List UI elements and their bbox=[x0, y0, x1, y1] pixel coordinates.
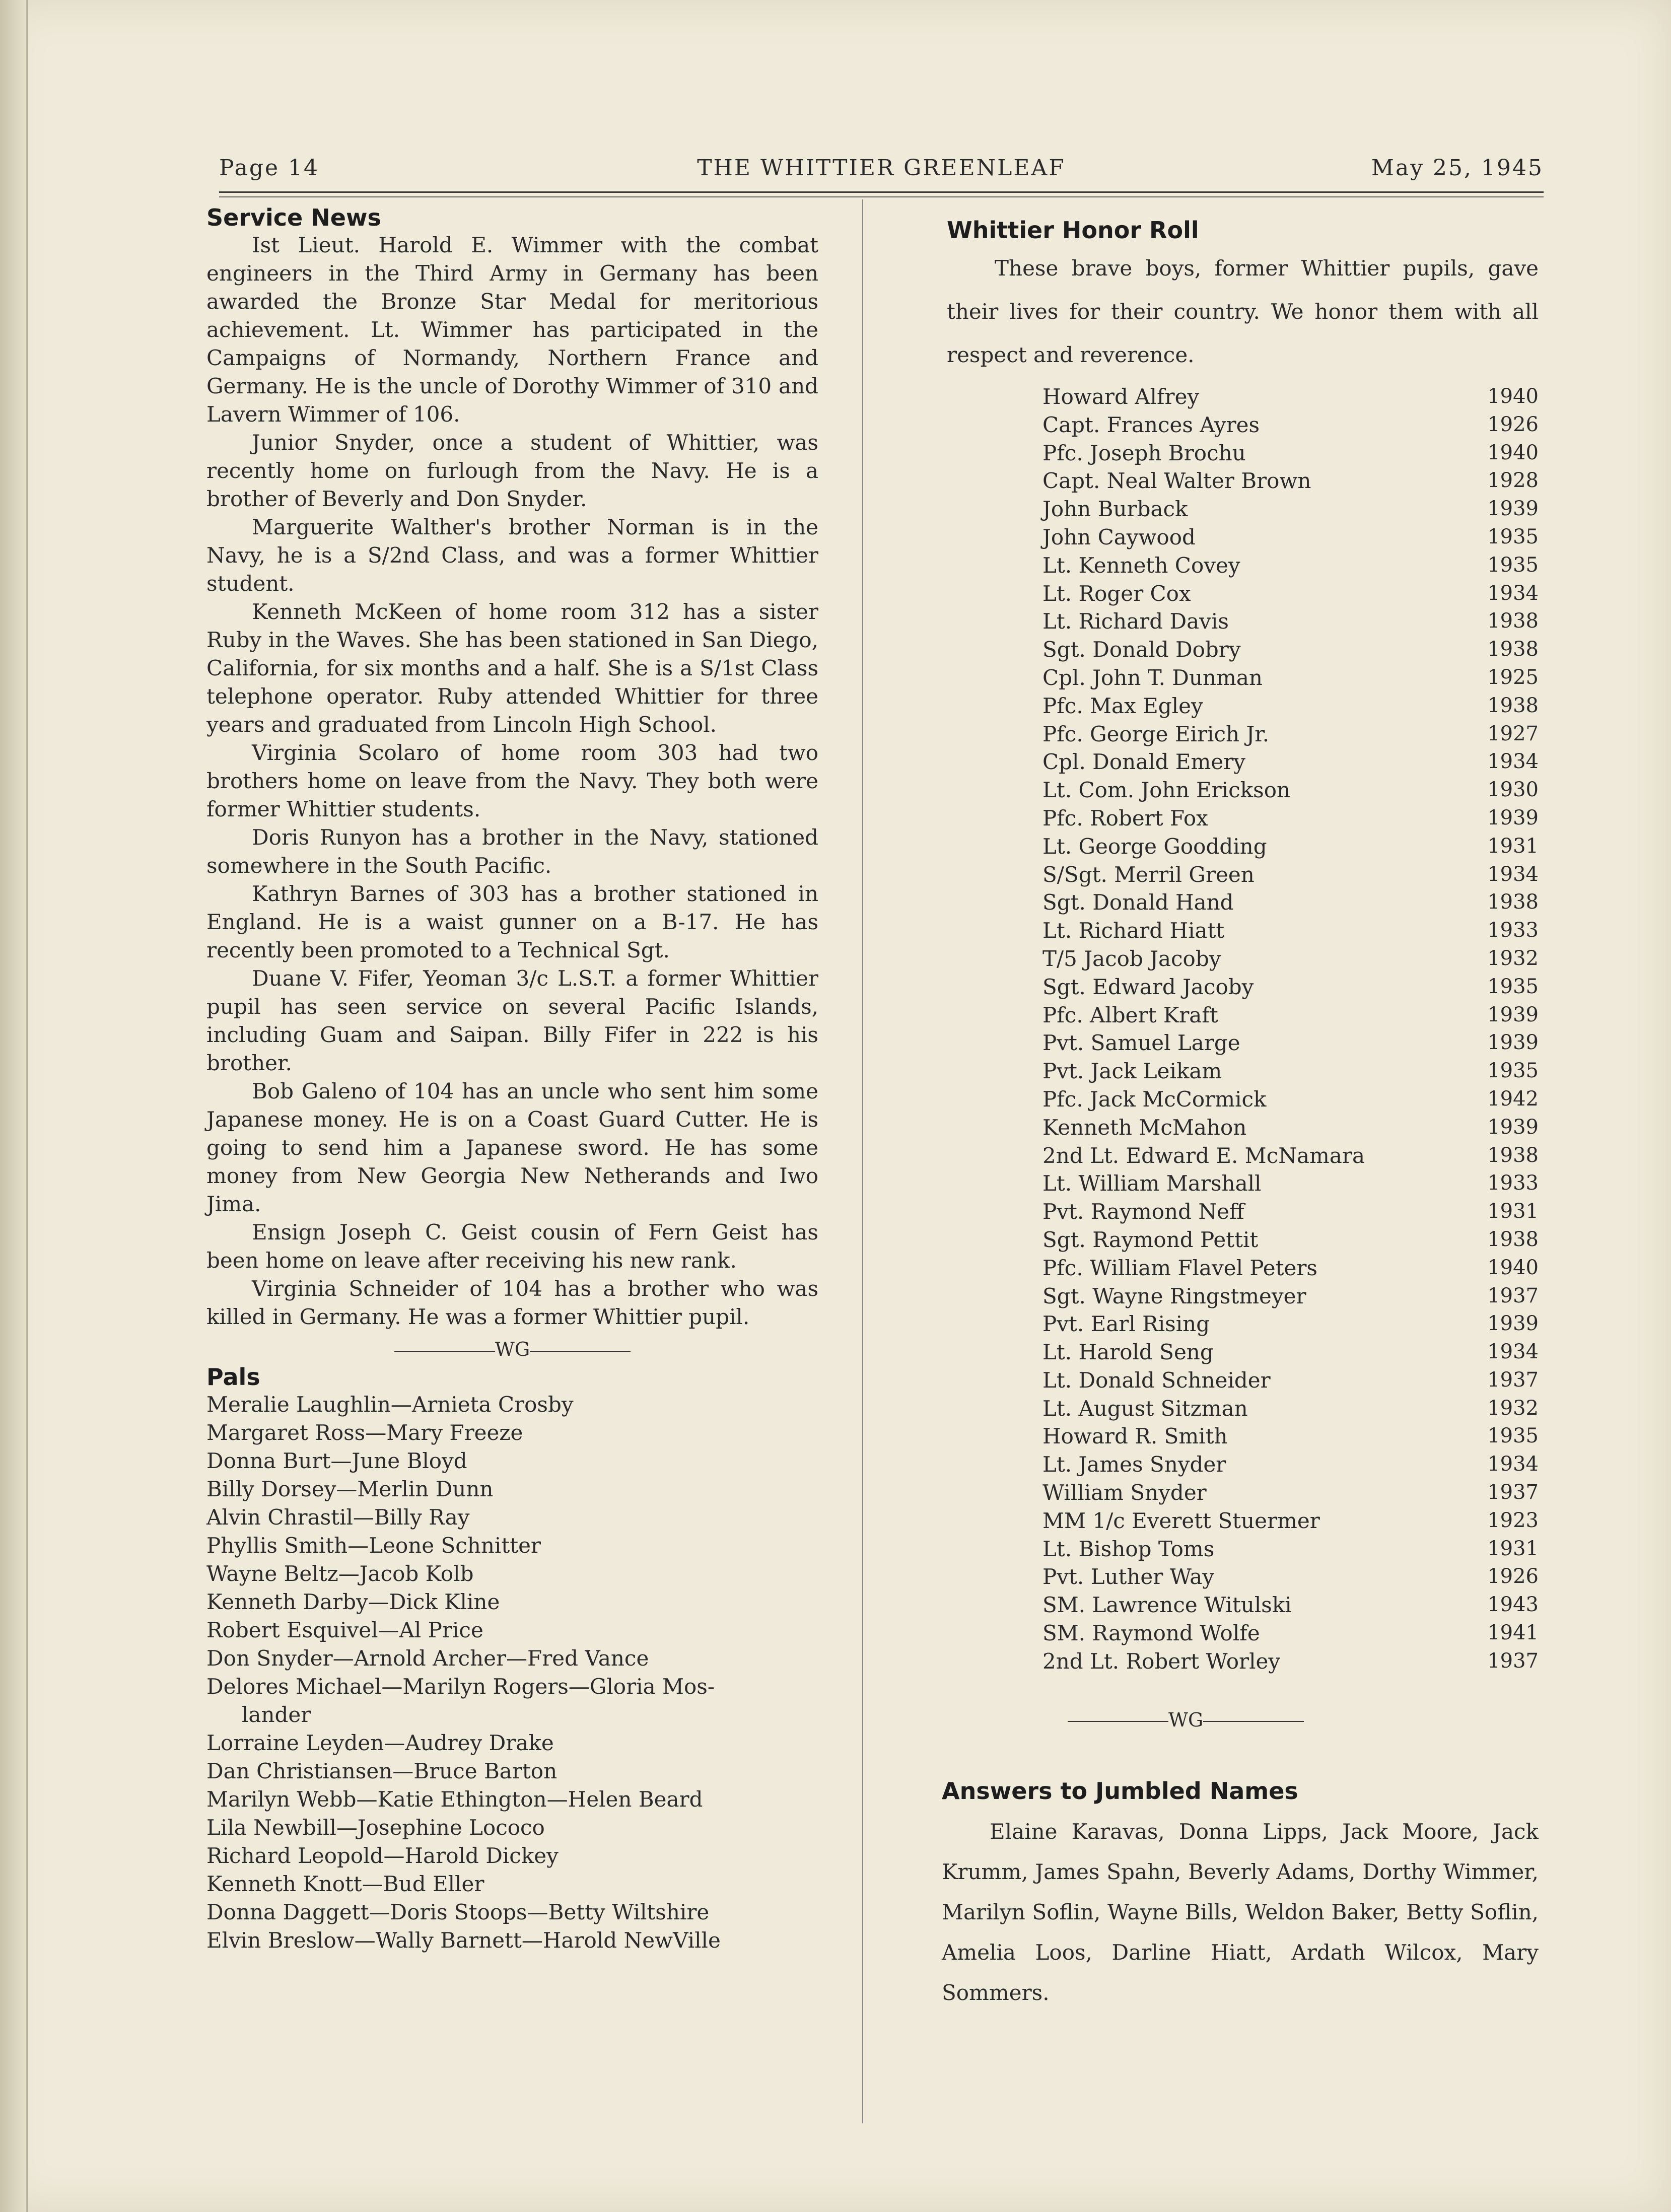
honor-roll-year: 1940 bbox=[1487, 385, 1539, 408]
honor-roll-name: Lt. August Sitzman bbox=[1042, 1396, 1248, 1421]
honor-roll-entry bbox=[1042, 495, 1539, 523]
honor-roll-name: Sgt. Edward Jacoby bbox=[1042, 974, 1254, 999]
honor-roll-year: 1935 bbox=[1487, 1424, 1539, 1448]
honor-roll-year: 1942 bbox=[1487, 1087, 1539, 1111]
honor-roll-heading: Whittier Honor Roll bbox=[947, 217, 1199, 244]
honor-roll-entry bbox=[1042, 1057, 1539, 1085]
list-item: Donna Burt—June Bloyd bbox=[206, 1448, 467, 1473]
honor-roll-name: Howard Alfrey bbox=[1042, 384, 1200, 409]
honor-roll-name: Pvt. Luther Way bbox=[1042, 1564, 1215, 1589]
honor-roll-name: Pvt. Jack Leikam bbox=[1042, 1059, 1222, 1084]
honor-roll-name: 2nd Lt. Robert Worley bbox=[1042, 1648, 1281, 1674]
list-item: Margaret Ross—Mary Freeze bbox=[206, 1420, 523, 1445]
honor-roll-name: Lt. Harold Seng bbox=[1042, 1340, 1214, 1365]
honor-roll-entry bbox=[1042, 1029, 1539, 1057]
honor-roll-entry bbox=[1042, 1395, 1539, 1423]
honor-roll-name: Pfc. Max Egley bbox=[1042, 693, 1203, 718]
honor-roll-entry bbox=[1042, 1479, 1539, 1507]
honor-roll-entry bbox=[1042, 1254, 1539, 1282]
honor-roll-name: Cpl. John T. Dunman bbox=[1042, 665, 1263, 690]
honor-roll-entry bbox=[1042, 411, 1539, 439]
honor-roll-year: 1941 bbox=[1487, 1621, 1539, 1645]
honor-roll-entry bbox=[1042, 383, 1539, 411]
honor-roll-entry bbox=[1042, 1310, 1539, 1338]
list-item: Richard Leopold—Harold Dickey bbox=[206, 1843, 559, 1868]
list-item: Lorraine Leyden—Audrey Drake bbox=[206, 1731, 554, 1755]
honor-roll-year: 1934 bbox=[1487, 1453, 1539, 1476]
list-item: Donna Daggett—Doris Stoops—Betty Wiltshire bbox=[206, 1900, 710, 1924]
honor-roll-name: Pvt. Raymond Neff bbox=[1042, 1199, 1244, 1224]
list-item: Alvin Chrastil—Billy Ray bbox=[206, 1505, 470, 1530]
honor-roll-year: 1937 bbox=[1487, 1649, 1539, 1673]
honor-roll-year: 1931 bbox=[1487, 834, 1539, 858]
news-paragraph: Virginia Schneider of 104 has a brother who was killed in Germany. He was a former Whittier pupil. bbox=[206, 1276, 818, 1329]
honor-roll-entry bbox=[1042, 1338, 1539, 1366]
honor-roll-entry bbox=[1042, 1169, 1539, 1198]
news-paragraph: Kenneth McKeen of home room 312 has a sister Ruby in the Waves. She has been stationed in San Diego, California, for six months and a half. She is a S/1st Class telephone operator. Ruby attended Whittier for three years and graduated from Lincoln High School. bbox=[206, 599, 818, 737]
honor-roll-year: 1931 bbox=[1487, 1200, 1539, 1223]
honor-roll-year: 1933 bbox=[1487, 919, 1539, 942]
service-news-heading: Service News bbox=[206, 204, 381, 231]
honor-roll-year: 1938 bbox=[1487, 1143, 1539, 1167]
honor-roll-entry bbox=[1042, 607, 1539, 636]
honor-roll-name: Sgt. Wayne Ringstmeyer bbox=[1042, 1283, 1306, 1308]
pals-list bbox=[206, 1391, 818, 1955]
honor-roll-entry bbox=[1042, 636, 1539, 664]
honor-roll-year: 1938 bbox=[1487, 609, 1539, 633]
honor-roll-year: 1937 bbox=[1487, 1284, 1539, 1307]
honor-roll-name: Howard R. Smith bbox=[1042, 1424, 1228, 1449]
honor-roll-name: Pfc. Albert Kraft bbox=[1042, 1002, 1218, 1027]
honor-roll-entry bbox=[1042, 1647, 1539, 1676]
honor-roll-entry bbox=[1042, 664, 1539, 692]
honor-roll-name: Sgt. Donald Dobry bbox=[1042, 637, 1241, 662]
honor-roll-entry bbox=[1042, 1450, 1539, 1479]
honor-roll-year: 1943 bbox=[1487, 1593, 1539, 1617]
list-item: Don Snyder—Arnold Archer—Fred Vance bbox=[206, 1646, 649, 1671]
header-rule-secondary bbox=[219, 196, 1544, 197]
right-column bbox=[942, 217, 1539, 2013]
honor-roll-entry bbox=[1042, 804, 1539, 833]
honor-roll-name: Sgt. Donald Hand bbox=[1042, 890, 1234, 915]
honor-roll-entry bbox=[1042, 1226, 1539, 1254]
newspaper-title: THE WHITTIER GREENLEAF bbox=[697, 155, 1066, 181]
honor-roll-year: 1932 bbox=[1487, 946, 1539, 970]
list-item: Wayne Beltz—Jacob Kolb bbox=[206, 1561, 474, 1586]
honor-roll-entry bbox=[1042, 833, 1539, 861]
jumbled-names-heading: Answers to Jumbled Names bbox=[942, 1777, 1298, 1805]
honor-roll-name: T/5 Jacob Jacoby bbox=[1042, 946, 1221, 971]
honor-roll-year: 1927 bbox=[1487, 722, 1539, 745]
news-paragraph: Duane V. Fifer, Yeoman 3/c L.S.T. a former Whittier pupil has seen service on several Pacific Islands, including Guam and Saipan. Billy Fifer in 222 is his brother. bbox=[206, 966, 818, 1075]
honor-roll-year: 1940 bbox=[1487, 441, 1539, 464]
honor-roll-year: 1939 bbox=[1487, 1031, 1539, 1055]
left-column bbox=[206, 204, 818, 1955]
honor-roll-year: 1939 bbox=[1487, 1312, 1539, 1336]
honor-roll-name: Lt. Richard Davis bbox=[1042, 609, 1229, 634]
honor-roll-entry bbox=[1042, 917, 1539, 945]
honor-roll-name: John Caywood bbox=[1042, 524, 1196, 549]
honor-roll-name: 2nd Lt. Edward E. McNamara bbox=[1042, 1143, 1365, 1168]
honor-roll-entry bbox=[1042, 1085, 1539, 1114]
honor-roll-name: SM. Raymond Wolfe bbox=[1042, 1621, 1260, 1646]
honor-roll-entry bbox=[1042, 1198, 1539, 1226]
list-item: Robert Esquivel—Al Price bbox=[206, 1618, 483, 1642]
honor-roll-entry bbox=[1042, 720, 1539, 748]
page-number: Page 14 bbox=[219, 155, 320, 181]
honor-roll-name: Lt. Donald Schneider bbox=[1042, 1367, 1271, 1393]
honor-roll-year: 1935 bbox=[1487, 553, 1539, 577]
honor-roll-name: John Burback bbox=[1042, 497, 1188, 522]
honor-roll-year: 1937 bbox=[1487, 1368, 1539, 1392]
honor-roll-entry bbox=[1042, 1535, 1539, 1563]
honor-roll-year: 1938 bbox=[1487, 890, 1539, 914]
honor-roll-entry bbox=[1042, 1366, 1539, 1395]
honor-roll-entry bbox=[1042, 1591, 1539, 1619]
news-paragraph: Ensign Joseph C. Geist cousin of Fern Geist has been home on leave after receiving his new rank. bbox=[206, 1220, 818, 1273]
honor-roll-entry bbox=[1042, 861, 1539, 889]
honor-roll-entry bbox=[1042, 1282, 1539, 1310]
list-item: Delores Michael—Marilyn Rogers—Gloria Mos- bbox=[206, 1674, 715, 1699]
honor-roll-year: 1939 bbox=[1487, 1003, 1539, 1026]
list-item: Kenneth Darby—Dick Kline bbox=[206, 1589, 500, 1614]
honor-roll-entry bbox=[1042, 1619, 1539, 1647]
honor-roll-name: Capt. Frances Ayres bbox=[1042, 412, 1260, 437]
honor-roll-year: 1932 bbox=[1487, 1396, 1539, 1420]
honor-roll-list bbox=[1042, 383, 1539, 1676]
list-item: Lila Newbill—Josephine Lococo bbox=[206, 1815, 545, 1840]
honor-roll-entry bbox=[1042, 748, 1539, 776]
honor-roll-year: 1931 bbox=[1487, 1537, 1539, 1560]
column-divider bbox=[862, 199, 863, 2123]
honor-roll-year: 1935 bbox=[1487, 1059, 1539, 1083]
honor-roll-entry bbox=[1042, 467, 1539, 495]
honor-roll-name: Kenneth McMahon bbox=[1042, 1115, 1247, 1140]
service-news-body bbox=[206, 231, 818, 1331]
honor-roll-year: 1938 bbox=[1487, 694, 1539, 717]
honor-roll-year: 1934 bbox=[1487, 862, 1539, 886]
honor-roll-year: 1933 bbox=[1487, 1171, 1539, 1195]
honor-roll-name: Lt. James Snyder bbox=[1042, 1452, 1226, 1477]
list-item: Dan Christiansen—Bruce Barton bbox=[206, 1759, 558, 1783]
list-item: Billy Dorsey—Merlin Dunn bbox=[206, 1477, 494, 1501]
honor-roll-name: Pfc. Joseph Brochu bbox=[1042, 440, 1246, 465]
page-header bbox=[219, 151, 1544, 191]
honor-roll-name: MM 1/c Everett Stuermer bbox=[1042, 1508, 1320, 1533]
honor-roll-year: 1935 bbox=[1487, 525, 1539, 548]
news-paragraph: Virginia Scolaro of home room 303 had two brothers home on leave from the Navy. They both were former Whittier students. bbox=[206, 740, 818, 821]
honor-roll-entry bbox=[1042, 439, 1539, 467]
section-divider bbox=[1068, 1706, 1539, 1734]
list-item: Meralie Laughlin—Arnieta Crosby bbox=[206, 1392, 574, 1417]
honor-roll-name: Sgt. Raymond Pettit bbox=[1042, 1227, 1259, 1252]
honor-roll-name: Pvt. Earl Rising bbox=[1042, 1311, 1210, 1337]
honor-roll-year: 1934 bbox=[1487, 581, 1539, 605]
honor-roll-name: Lt. Bishop Toms bbox=[1042, 1536, 1215, 1561]
honor-roll-name: Pfc. George Eirich Jr. bbox=[1042, 721, 1270, 746]
honor-roll-name: SM. Lawrence Witulski bbox=[1042, 1593, 1292, 1618]
honor-roll-year: 1928 bbox=[1487, 469, 1539, 493]
honor-roll-year: 1939 bbox=[1487, 497, 1539, 521]
news-paragraph: Marguerite Walther's brother Norman is in the Navy, he is a S/2nd Class, and was a former Whittier student. bbox=[206, 515, 818, 596]
honor-roll-entry bbox=[1042, 580, 1539, 608]
honor-roll-year: 1938 bbox=[1487, 638, 1539, 661]
honor-roll-entry bbox=[1042, 523, 1539, 551]
list-item: Elvin Breslow—Wally Barnett—Harold NewVille bbox=[206, 1928, 721, 1953]
jumbled-names-answers: Elaine Karavas, Donna Lipps, Jack Moore, Jack Krumm, James Spahn, Beverly Adams, Dorthy Wimmer, Marilyn Soflin, Wayne Bills, Weldon Baker, Betty Soflin, Amelia Loos, Darline Hiatt, Ardath Wilcox, Mary Sommers. bbox=[942, 1819, 1539, 2005]
honor-roll-name: Pfc. William Flavel Peters bbox=[1042, 1255, 1317, 1280]
honor-roll-year: 1923 bbox=[1487, 1508, 1539, 1532]
honor-roll-year: 1939 bbox=[1487, 806, 1539, 830]
section-divider bbox=[206, 1335, 818, 1363]
honor-roll-name: S/Sgt. Merril Green bbox=[1042, 862, 1255, 887]
honor-roll-intro: These brave boys, former Whittier pupils, gave their lives for their country. We honor them with all respect and reverence. bbox=[947, 256, 1539, 367]
honor-roll-entry bbox=[1042, 776, 1539, 804]
honor-roll-year: 1934 bbox=[1487, 1340, 1539, 1364]
page-binding-edge bbox=[0, 0, 28, 2212]
honor-roll-year: 1939 bbox=[1487, 1115, 1539, 1139]
list-item: Marilyn Webb—Katie Ethington—Helen Beard bbox=[206, 1787, 703, 1812]
news-paragraph: Kathryn Barnes of 303 has a brother stationed in England. He is a waist gunner on a B-17. He has recently been promoted to a Technical Sgt. bbox=[206, 881, 818, 962]
honor-roll-year: 1937 bbox=[1487, 1481, 1539, 1504]
news-paragraph: Ist Lieut. Harold E. Wimmer with the combat engineers in the Third Army in Germany has been awarded the Bronze Star Medal for meritorious achievement. Lt. Wimmer has participated in the Campaigns of Normandy, Northern France and Germany. He is the uncle of Dorothy Wimmer of 310 and Lavern Wimmer of 106. bbox=[206, 233, 818, 427]
honor-roll-name: Lt. William Marshall bbox=[1042, 1171, 1262, 1196]
honor-roll-entry bbox=[1042, 1422, 1539, 1450]
divider-label: WG bbox=[495, 1338, 530, 1360]
honor-roll-year: 1930 bbox=[1487, 778, 1539, 802]
news-paragraph: Junior Snyder, once a student of Whittier, was recently home on furlough from the Navy. He is a brother of Beverly and Don Snyder. bbox=[206, 430, 818, 511]
honor-roll-name: Capt. Neal Walter Brown bbox=[1042, 468, 1311, 494]
honor-roll-entry bbox=[1042, 1142, 1539, 1170]
issue-date: May 25, 1945 bbox=[1371, 155, 1544, 181]
header-rule bbox=[219, 191, 1544, 193]
honor-roll-year: 1926 bbox=[1487, 1565, 1539, 1588]
honor-roll-entry bbox=[1042, 973, 1539, 1001]
honor-roll-name: Lt. George Goodding bbox=[1042, 834, 1267, 859]
honor-roll-name: William Snyder bbox=[1042, 1480, 1207, 1505]
news-paragraph: Bob Galeno of 104 has an uncle who sent him some Japanese money. He is on a Coast Guard Cutter. He is going to send him a Japanese sword. He has some money from New Georgia New Netherands and Iwo Jima. bbox=[206, 1079, 818, 1216]
honor-roll-year: 1934 bbox=[1487, 750, 1539, 774]
divider-label: WG bbox=[1168, 1708, 1204, 1731]
honor-roll-year: 1925 bbox=[1487, 665, 1539, 689]
honor-roll-entry bbox=[1042, 1001, 1539, 1029]
list-item: lander bbox=[242, 1702, 311, 1727]
pals-heading: Pals bbox=[206, 1363, 260, 1391]
honor-roll-entry bbox=[1042, 945, 1539, 973]
honor-roll-name: Pfc. Jack McCormick bbox=[1042, 1086, 1267, 1112]
honor-roll-year: 1926 bbox=[1487, 412, 1539, 436]
honor-roll-name: Cpl. Donald Emery bbox=[1042, 749, 1246, 775]
honor-roll-year: 1938 bbox=[1487, 1227, 1539, 1251]
honor-roll-entry bbox=[1042, 692, 1539, 720]
honor-roll-entry bbox=[1042, 888, 1539, 917]
honor-roll-entry bbox=[1042, 551, 1539, 580]
honor-roll-entry bbox=[1042, 1114, 1539, 1142]
honor-roll-name: Pfc. Robert Fox bbox=[1042, 805, 1208, 831]
list-item: Kenneth Knott—Bud Eller bbox=[206, 1872, 484, 1896]
honor-roll-entry bbox=[1042, 1507, 1539, 1535]
honor-roll-name: Lt. Kenneth Covey bbox=[1042, 552, 1240, 578]
honor-roll-name: Lt. Richard Hiatt bbox=[1042, 918, 1225, 943]
honor-roll-year: 1940 bbox=[1487, 1256, 1539, 1279]
honor-roll-name: Pvt. Samuel Large bbox=[1042, 1030, 1240, 1056]
list-item: Phyllis Smith—Leone Schnitter bbox=[206, 1533, 541, 1558]
honor-roll-entry bbox=[1042, 1563, 1539, 1591]
honor-roll-year: 1935 bbox=[1487, 975, 1539, 998]
news-paragraph: Doris Runyon has a brother in the Navy, stationed somewhere in the South Pacific. bbox=[206, 825, 818, 878]
honor-roll-name: Lt. Roger Cox bbox=[1042, 581, 1191, 606]
honor-roll-name: Lt. Com. John Erickson bbox=[1042, 778, 1291, 803]
